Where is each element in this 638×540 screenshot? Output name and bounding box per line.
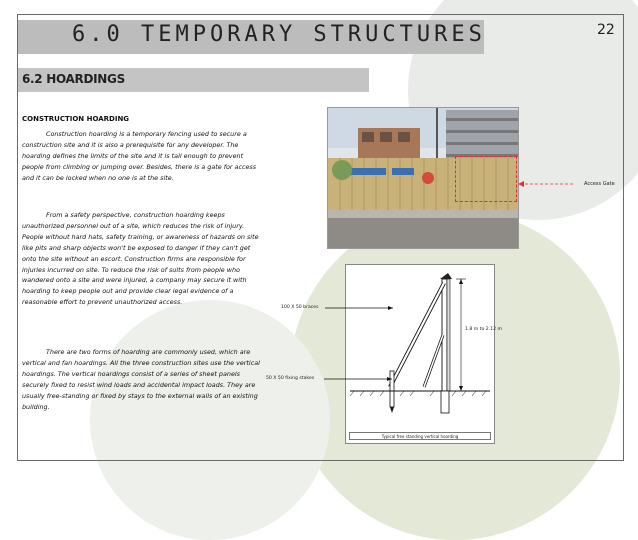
section-title: 6.2 HOARDINGS [22, 72, 125, 86]
access-gate-arrow-icon [518, 178, 578, 190]
paragraph-intro: Construction hoarding is a temporary fencing used to secure a construction site and it is also a prerequisite for any developer. The hoarding defines the limits of the site and it is tall enough to prevent people from climbing or jumping over. Besides, there is a gate for access and it can be locked when no one is at the site. [22, 130, 257, 182]
access-gate-label: Access Gate [584, 181, 615, 187]
paragraph-forms: There are two forms of hoarding are commonly used, which are vertical and fan hoardings. All the three construction sites use the vertical hoardings. The vertical hoardings consist of a series of sheet panels securely fixed to resist wind loads and accidental impact loads. They are usually free-standing or fixed by stays to the external walls of an existing building. [22, 348, 260, 411]
page-title: 6.0 TEMPORARY STRUCTURES [72, 22, 486, 47]
braces-arrow-icon [324, 304, 394, 312]
access-gate-highlight [455, 156, 517, 202]
braces-label: 100 X 50 braces [281, 305, 319, 310]
drawing-caption: Typical free standing vertical hoarding [349, 432, 491, 440]
stakes-label: 50 X 50 fixing stakes [266, 376, 315, 381]
height-label: 1.8 m to 2.12 m [465, 327, 502, 332]
hoarding-drawing [345, 264, 495, 444]
stakes-arrow-icon [323, 375, 393, 383]
paragraph-safety: From a safety perspective, construction hoarding keeps unauthorized personnel out of a site, which reduces the risk of injury. People without hard hats, safety training, or awareness of hazards on site like pits and sharp objects won't be exposed to danger if they can't get onto the site without an escort. Construction firms are responsible for injuries incurred on site. To reduce the risk of suits from people who wandered onto a site and were injured, a company may secure it with hoarding to keep people out and provide clear legal evidence of a reasonable effort to prevent unauthorized access. [22, 211, 259, 307]
page-number: 22 [597, 22, 615, 38]
subheading: CONSTRUCTION HOARDING [22, 115, 130, 123]
